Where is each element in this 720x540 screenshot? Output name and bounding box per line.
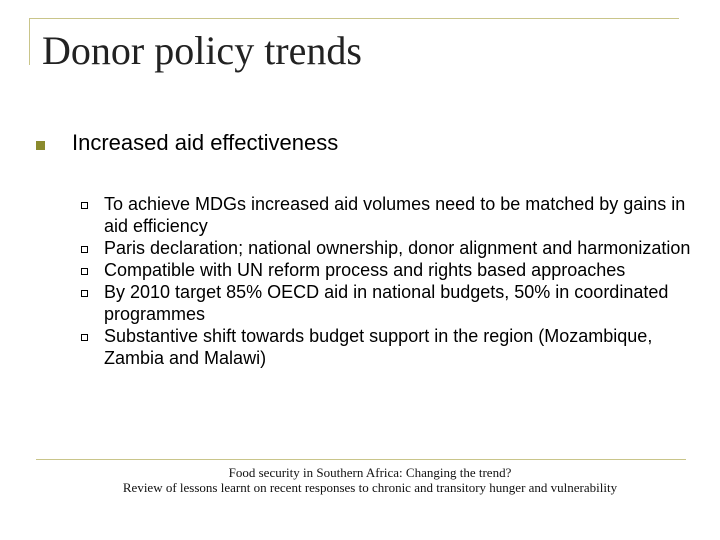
sub-bullet-text: To achieve MDGs increased aid volumes need to be matched by gains in aid efficiency — [104, 194, 686, 236]
sub-bullet-item — [80, 193, 700, 237]
sub-bullet-text: By 2010 target 85% OECD aid in national budgets, 50% in coordinated programmes — [104, 282, 669, 324]
checkbox-bullet-icon — [81, 202, 88, 209]
footer-divider — [36, 459, 686, 460]
checkbox-bullet-icon — [81, 290, 88, 297]
sub-bullet-item — [80, 259, 700, 281]
sub-bullet-item — [80, 325, 700, 369]
slide-title: Donor policy trends — [42, 28, 362, 73]
main-bullet-text: Increased aid effectiveness — [72, 130, 339, 155]
checkbox-bullet-icon — [81, 334, 88, 341]
sub-bullet-text: Compatible with UN reform process and rights based approaches — [104, 260, 626, 280]
square-bullet-icon — [36, 141, 45, 150]
footer-line-1: Food security in Southern Africa: Changing the trend? — [228, 465, 512, 480]
sub-bullet-list — [80, 193, 700, 369]
title-frame-horizontal — [29, 18, 679, 19]
sub-bullet-item — [80, 281, 700, 325]
sub-bullet-text: Paris declaration; national ownership, donor alignment and harmonization — [104, 238, 691, 258]
footer-line-2: Review of lessons learnt on recent responses to chronic and transitory hunger and vulnerability — [122, 480, 618, 495]
checkbox-bullet-icon — [81, 268, 88, 275]
slide-footer — [30, 465, 710, 495]
sub-bullet-item — [80, 237, 700, 259]
title-frame-vertical — [29, 18, 30, 65]
sub-bullet-text: Substantive shift towards budget support in the region (Mozambique, Zambia and Malawi) — [104, 326, 653, 368]
checkbox-bullet-icon — [81, 246, 88, 253]
